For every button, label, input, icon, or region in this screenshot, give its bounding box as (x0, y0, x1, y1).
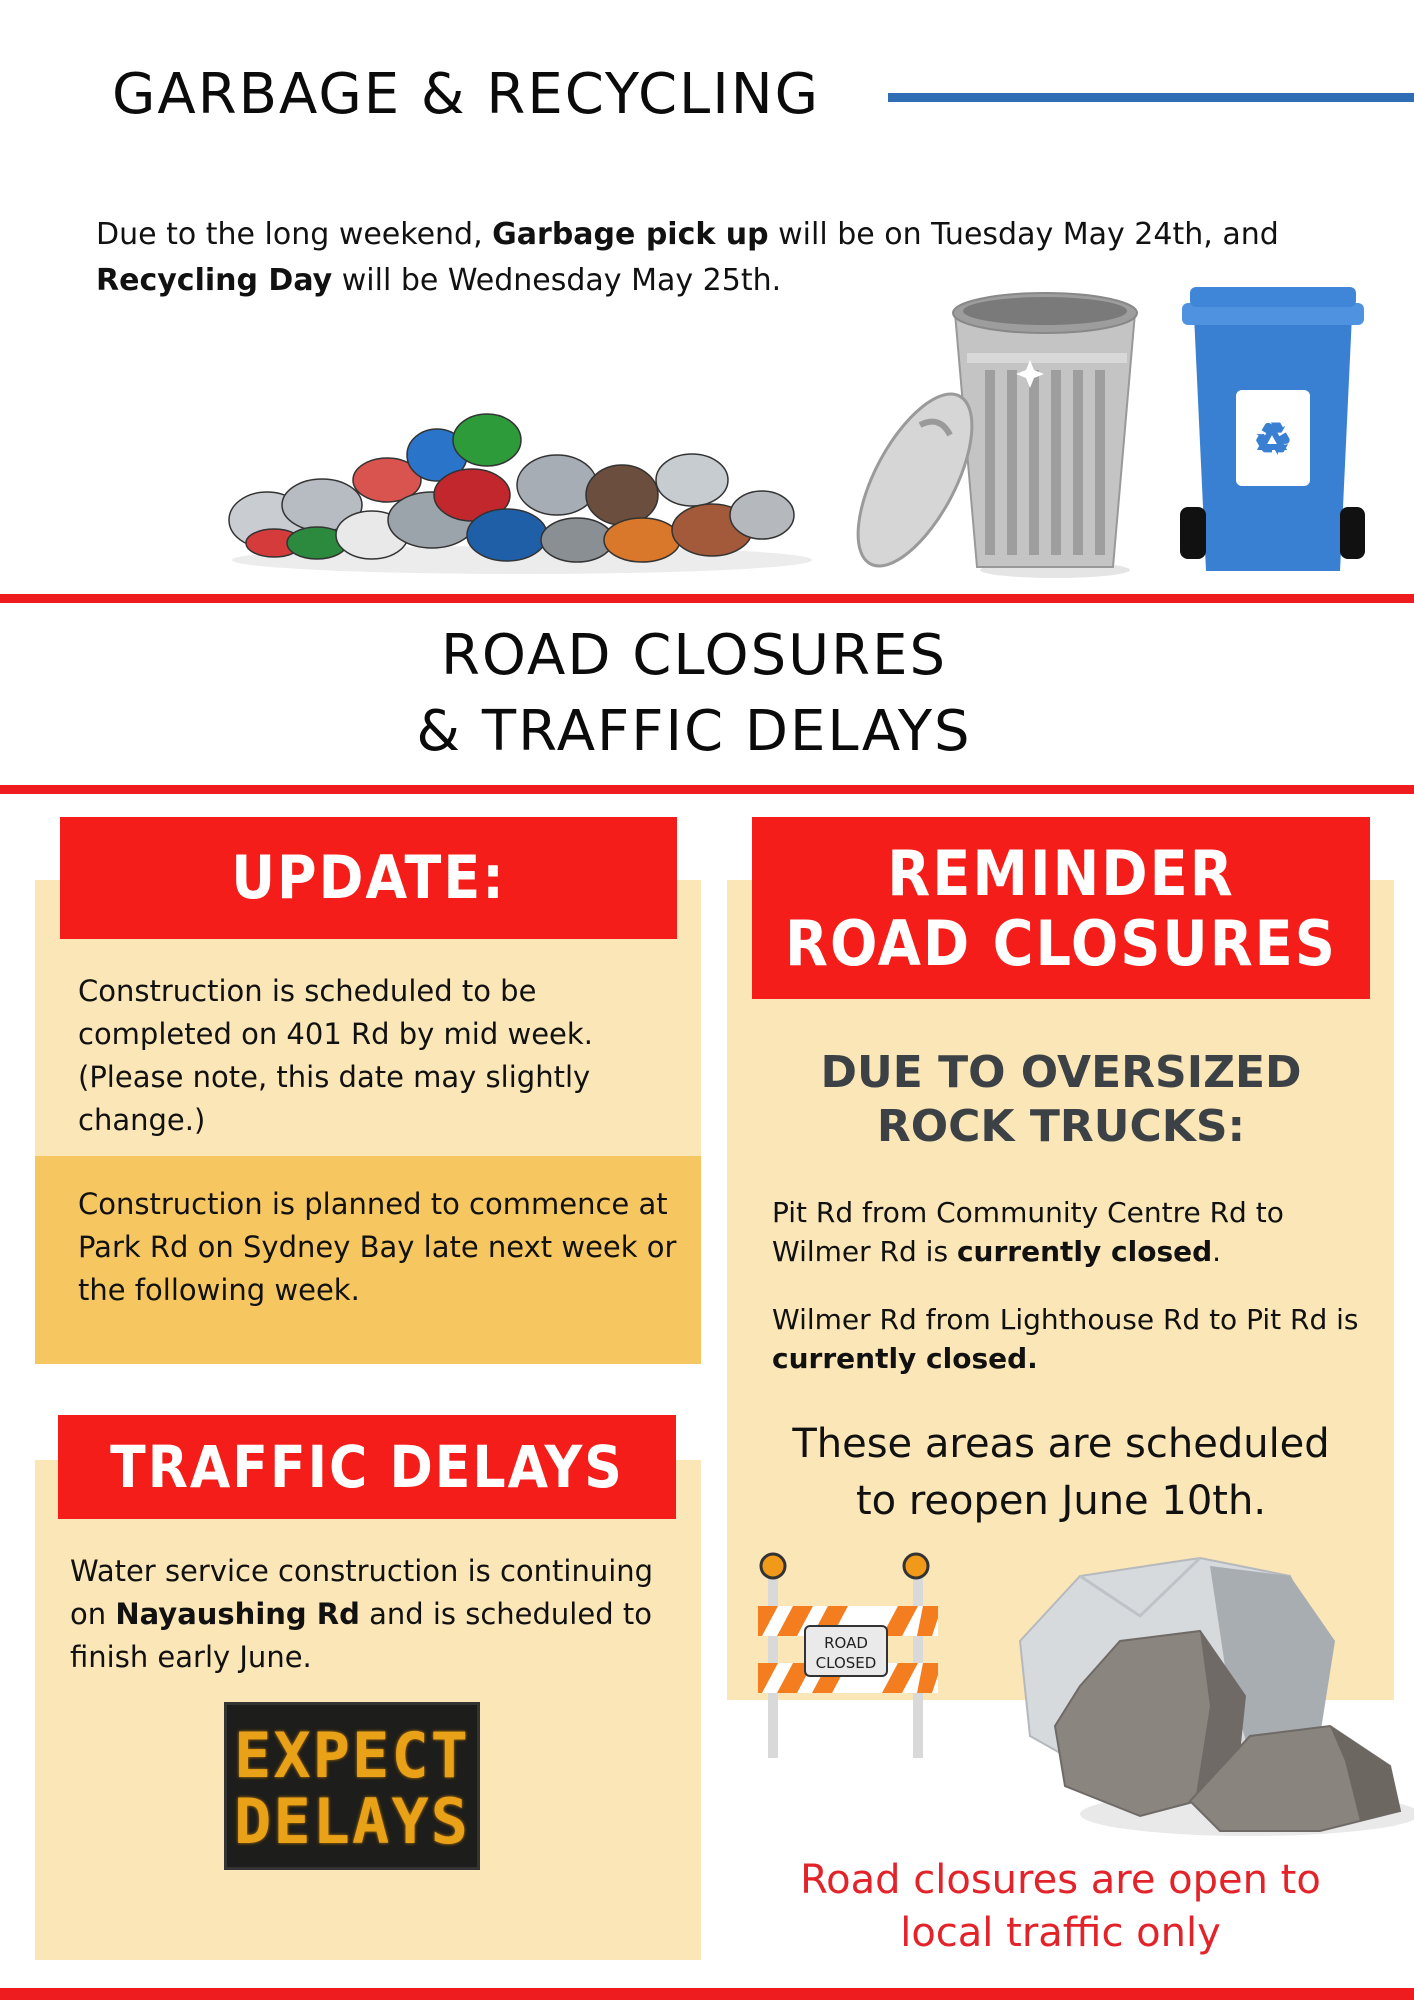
section-divider-bottom (0, 1988, 1414, 2000)
traffic-heading: TRAFFIC DELAYS (58, 1415, 676, 1519)
reminder-heading-line2: ROAD CLOSURES (785, 907, 1337, 980)
recycle-glyph: ♻ (1252, 412, 1294, 466)
garbage-title: GARBAGE & RECYCLING (112, 62, 821, 127)
local-traffic-note (727, 1854, 1394, 1960)
reminder-heading (752, 817, 1370, 999)
sign-line-1: EXPECT (234, 1719, 470, 1792)
intro-text-2: will be on Tuesday May 24th, and (778, 217, 1279, 252)
road-section-title (0, 618, 1388, 770)
section-divider-top (0, 594, 1414, 603)
update-paragraph-1: Construction is scheduled to be completed on 401 Rd by mid week. (Please note, this date may slightly change.) (78, 974, 593, 1137)
closure-1-period: . (1212, 1235, 1222, 1268)
boulders-image (990, 1546, 1414, 1846)
closure-1 (772, 1193, 1362, 1271)
expect-delays-sign (224, 1702, 480, 1870)
sign-line-2: DELAYS (234, 1785, 470, 1858)
recycling-bin-icon (1180, 285, 1365, 575)
road-closed-barrier-icon (748, 1548, 948, 1763)
closure-1-status: currently closed (956, 1235, 1213, 1268)
trash-can-icon (855, 285, 1145, 580)
schedule-line1: These areas are scheduled (792, 1421, 1330, 1467)
footer-line2: local traffic only (900, 1910, 1221, 1956)
title-divider (888, 93, 1414, 102)
crushed-cans-image (222, 395, 820, 575)
reopen-schedule (752, 1416, 1370, 1530)
update-paragraph-2: Construction is planned to commence at Park Rd on Sydney Bay late next week or the following week. (78, 1187, 677, 1307)
traffic-text (70, 1550, 670, 1679)
closure-2-status: currently closed. (772, 1342, 1038, 1375)
barrier-text-closed: CLOSED (815, 1654, 877, 1672)
traffic-road-name: Nayaushing Rd (115, 1597, 360, 1631)
subhead-line2: ROCK TRUCKS: (876, 1101, 1246, 1152)
traffic-text-2: and is scheduled to finish early June. (70, 1597, 652, 1674)
schedule-line2: to reopen June 10th. (855, 1478, 1267, 1524)
road-title-line1: ROAD CLOSURES (441, 623, 947, 688)
oversized-trucks-heading (752, 1046, 1370, 1154)
closure-2 (772, 1300, 1362, 1378)
closure-1-text: Pit Rd from Community Centre Rd to Wilmer Rd is (772, 1196, 1284, 1268)
update-heading: UPDATE: (60, 817, 677, 939)
intro-text-1: Due to the long weekend, (96, 217, 483, 252)
closure-2-text: Wilmer Rd from Lighthouse Rd to Pit Rd is (772, 1303, 1359, 1336)
intro-text-3: will be Wednesday May 25th. (341, 263, 782, 298)
subhead-line1: DUE TO OVERSIZED (820, 1047, 1302, 1098)
road-title-line2: & TRAFFIC DELAYS (416, 699, 972, 764)
footer-line1: Road closures are open to (800, 1857, 1321, 1903)
traffic-text-1: Water service construction is continuing on (70, 1554, 654, 1631)
reminder-heading-line1: REMINDER (887, 837, 1235, 910)
intro-bold-garbage: Garbage pick up (492, 217, 769, 252)
intro-bold-recycling: Recycling Day (96, 263, 333, 298)
section-divider-middle (0, 785, 1414, 794)
barrier-text-road: ROAD (824, 1634, 868, 1652)
